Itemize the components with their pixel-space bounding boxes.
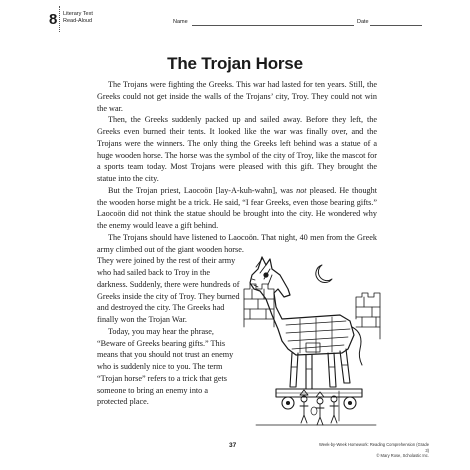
- name-label: Name: [173, 19, 188, 25]
- paragraph-3: [97, 185, 377, 232]
- credits: [319, 442, 429, 459]
- page-title: The Trojan Horse: [167, 54, 303, 73]
- lesson-type: [63, 11, 93, 25]
- greek-soldiers: [300, 390, 339, 425]
- page-number: 37: [229, 442, 237, 449]
- paragraph-3-emphasis: not: [296, 185, 307, 195]
- lesson-number: 8: [49, 11, 58, 28]
- paragraph-1: The Trojans were fighting the Greeks. This war had lasted for ten years. Still, the Greeks could not get inside the walls of the Trojans’ city, Troy. They could not win the war.: [97, 80, 377, 113]
- lesson-type-line2: Read-Aloud: [63, 18, 93, 24]
- header-divider: [59, 6, 60, 32]
- paragraph-2: Then, the Greeks suddenly packed up and sailed away. Before they left, the Greeks even burned their tents. It looked like the war was finally over, and the Trojans were the winners. The only thing the Greeks left behind was a statue of a huge wooden horse. The horse was the symbol of the city of Troy, like the mascot for a sports team today. Most Trojans were pleased with this gift. They brought the statue into the city.: [97, 115, 377, 183]
- moon-icon: [316, 265, 332, 283]
- paragraph-4-continued: They were joined by the rest of their army who had sailed back to Troy in the darkness. Suddenly, there were hundreds of Greeks inside the city of Troy. They burned and destroyed the city. The Greeks had finally won the Trojan War.: [97, 256, 240, 324]
- name-field[interactable]: [192, 25, 354, 26]
- credit-line-2: © Mary Rose, Scholastic Inc.: [376, 453, 429, 458]
- paragraph-3-end: pleased. He thought the wooden horse might be a trick. He said, “I fear Greeks, even those bearing gifts.” Laocoön did not think the statue should be brought into the city. He wondered why the enemy would leave a gift behind.: [97, 185, 377, 230]
- date-field[interactable]: [370, 25, 422, 26]
- credit-line-1: Week-by-Week Homework: Reading Comprehension (Grade 3): [319, 442, 429, 453]
- paragraph-5: Today, you may hear the phrase, “Beware of Greeks bearing gifts.” This means that you should not trust an enemy who is suddenly nice to you. The term “Trojan horse” refers to a trick that gets someone to bring an enemy into a protected place.: [97, 326, 234, 407]
- city-wall: [244, 284, 380, 339]
- paragraph-4: The Trojans should have listened to Laocoön. That night, 40 men from the Greek army climbed out of the giant wooden horse.: [97, 232, 377, 254]
- trojan-horse-icon: [236, 249, 384, 429]
- horse-platform: [276, 389, 362, 409]
- paragraph-3-start: But the Trojan priest, Laocoön [lay-A-kuh-wahn], was: [108, 185, 297, 195]
- date-label: Date: [357, 19, 369, 25]
- horse-body: [250, 257, 362, 365]
- lesson-type-line1: Literary Text: [63, 11, 93, 17]
